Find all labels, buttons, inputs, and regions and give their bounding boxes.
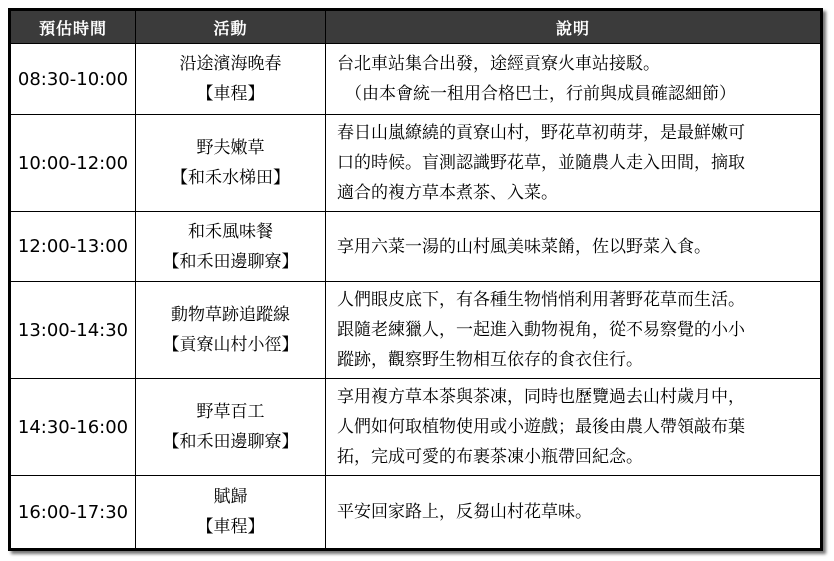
description-cell	[326, 115, 821, 212]
description-cell	[326, 476, 821, 549]
description-cell	[326, 379, 821, 476]
table-row	[11, 115, 821, 212]
activity-location: 【和禾田邊聊寮】	[162, 432, 299, 452]
time-cell: 14:30-16:00	[11, 379, 136, 476]
time-cell: 12:00-13:00	[11, 212, 136, 282]
description-line: 平安回家路上，反芻山村花草味。	[337, 502, 592, 522]
activity-title: 賦歸	[213, 487, 248, 507]
activity-location: 【和禾田邊聊寮】	[162, 251, 299, 272]
table-header-row	[11, 11, 821, 44]
description-line: 口的時候。盲測認識野花草，並隨農人走入田間，摘取	[337, 153, 745, 173]
description-line: 蹤跡，觀察野生物相互依存的食衣住行。	[337, 350, 643, 370]
description-line: （由本會統一租用合格巴士，行前與成員確認細節）	[345, 84, 736, 104]
schedule-table	[10, 10, 821, 549]
description-line: 春日山嵐繚繞的貢寮山村，野花草初萌芽，是最鮮嫩可	[337, 123, 745, 143]
description-line: 台北車站集合出發，途經貢寮火車站接駁。	[337, 54, 660, 74]
activity-location: 【車程】	[196, 84, 265, 104]
description-line: 人們如何取植物使用或小遊戲；最後由農人帶領敲布葉	[337, 417, 745, 437]
activity-title: 和禾風味餐	[188, 221, 273, 242]
description-line: 享用六菜一湯的山村風美味菜餚，佐以野菜入食。	[337, 236, 711, 257]
header-description: 說明	[326, 11, 821, 44]
time-cell: 08:30-10:00	[11, 44, 136, 115]
description-line: 人們眼皮底下，有各種生物悄悄利用著野花草而生活。	[337, 290, 745, 310]
activity-cell	[136, 115, 326, 212]
time-cell: 10:00-12:00	[11, 115, 136, 212]
description-line: 拓，完成可愛的布裹茶凍小瓶帶回紀念。	[337, 447, 643, 467]
description-cell	[326, 44, 821, 115]
activity-cell	[136, 476, 326, 549]
activity-title: 動物草跡追蹤線	[171, 305, 290, 325]
activity-cell	[136, 212, 326, 282]
table-row	[11, 212, 821, 282]
header-time: 預估時間	[11, 11, 136, 44]
activity-cell	[136, 282, 326, 379]
description-cell	[326, 282, 821, 379]
activity-location: 【貢寮山村小徑】	[162, 335, 299, 355]
description-cell	[326, 212, 821, 282]
table-row	[11, 379, 821, 476]
table-row	[11, 282, 821, 379]
time-cell: 16:00-17:30	[11, 476, 136, 549]
activity-cell	[136, 379, 326, 476]
schedule-table-frame	[8, 8, 823, 551]
description-line: 享用複方草本茶與茶凍，同時也歷覽過去山村歲月中，	[337, 387, 745, 407]
activity-title: 野草百工	[196, 402, 265, 422]
activity-location: 【和禾水梯田】	[171, 168, 290, 188]
header-activity: 活動	[136, 11, 326, 44]
table-row	[11, 476, 821, 549]
description-line: 跟隨老練獵人，一起進入動物視角，從不易察覺的小小	[337, 320, 745, 340]
activity-location: 【車程】	[196, 517, 265, 537]
description-line: 適合的複方草本煮茶、入菜。	[337, 183, 558, 203]
table-row	[11, 44, 821, 115]
activity-title: 野夫嫩草	[196, 138, 265, 158]
activity-cell	[136, 44, 326, 115]
time-cell: 13:00-14:30	[11, 282, 136, 379]
activity-title: 沿途濱海晚春	[179, 54, 282, 74]
